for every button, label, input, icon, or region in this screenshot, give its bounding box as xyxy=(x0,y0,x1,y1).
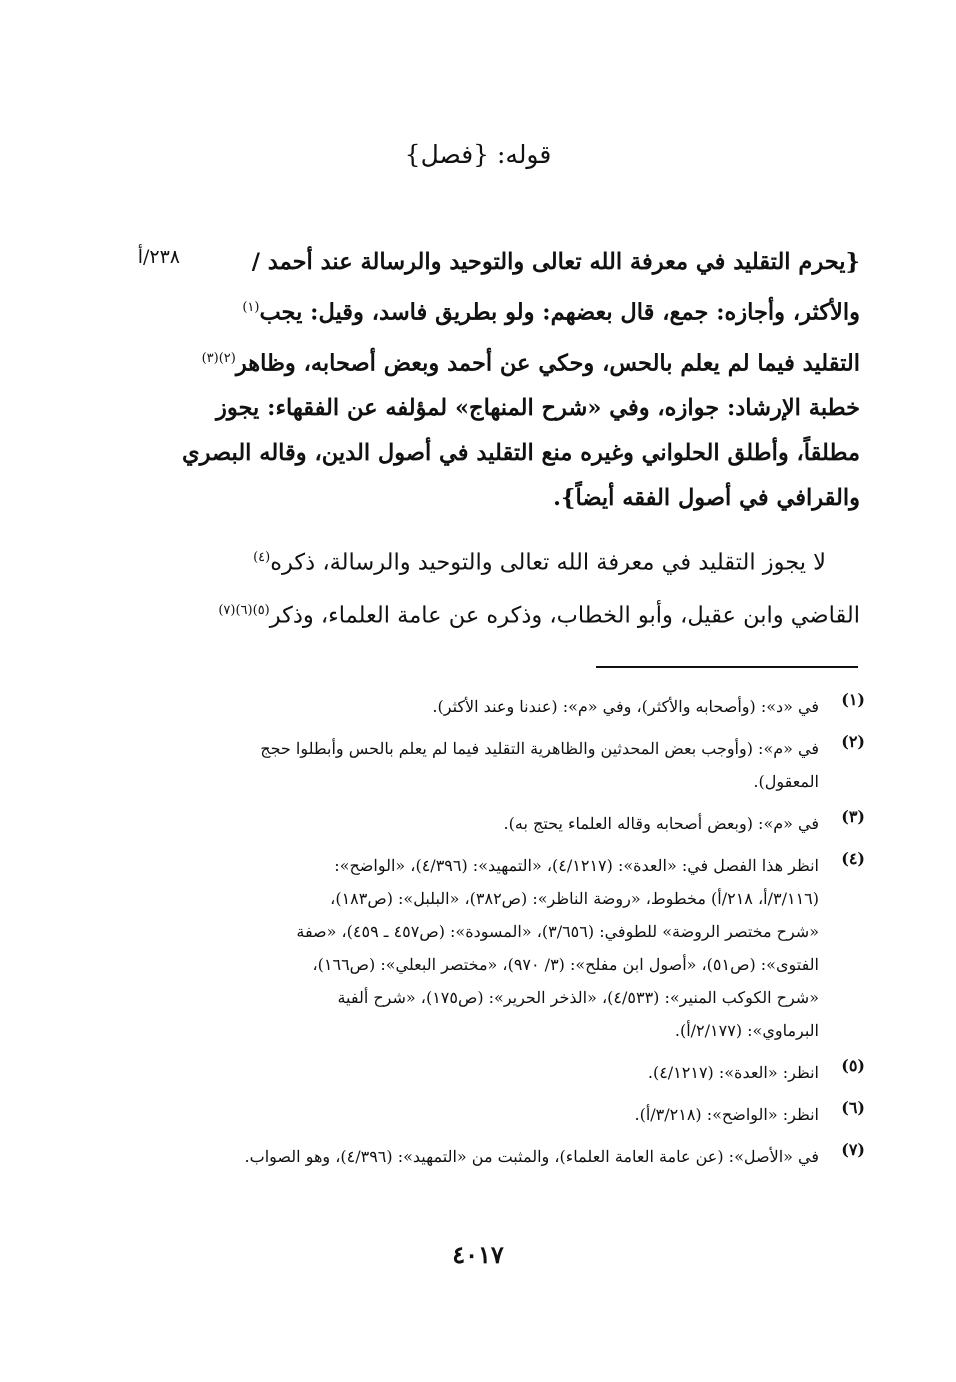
footnote-text: «شرح مختصر الروضة» للطوفي: (٣/٦٥٦)، «المسودة»: (ص٤٥٧ ـ ٤٥٩)، «صفة xyxy=(296,922,819,941)
manuscript-folio-note: ٢٣٨/أ xyxy=(137,246,180,268)
footnote-text: الفتوى»: (ص٥١)، «أصول ابن مفلح»: (٣/ ٩٧٠)، «مختصر البعلي»: (ص١٦٦)، xyxy=(312,955,819,974)
footnote-separator xyxy=(596,666,858,668)
footnote-text: المعقول). xyxy=(753,772,819,791)
footnote-number: (٤) xyxy=(841,849,865,868)
footnote-item xyxy=(160,1140,865,1173)
footnote-item xyxy=(160,1056,865,1089)
text-line: القاضي وابن عقيل، وأبو الخطاب، وذكره عن عامة العلماء، وذكر$^{(٥)(٦)(٧)}$ xyxy=(218,602,860,628)
page-number: ٤٠١٧ xyxy=(452,1240,504,1269)
footnote-text: انظر هذا الفصل في: «العدة»: (٤/١٢١٧)، «التمهيد»: (٤/٣٩٦)، «الواضح»: xyxy=(334,856,819,875)
footnote-text: انظر: «العدة»: (٤/١٢١٧). xyxy=(647,1063,819,1082)
footnote-number: (٧) xyxy=(841,1140,865,1159)
text-line: خطبة الإرشاد: جوازه، وفي «شرح المنهاج» لمؤلفه عن الفقهاء: يجوز xyxy=(216,395,860,421)
footnote-ref: (٥) xyxy=(252,602,270,618)
footnote-text: (٣/١١٦/أ، ٢١٨/أ) مخطوط، «روضة الناظر»: (ص٣٨٢)، «البلبل»: (ص١٨٣)، xyxy=(330,889,819,908)
footnote-item xyxy=(160,732,865,798)
footnote-number: (٦) xyxy=(841,1098,865,1117)
footnote-text: انظر: «الواضح»: (٣/٢١٨/أ). xyxy=(634,1105,819,1124)
footnote-item xyxy=(160,1098,865,1131)
footnote-number: (١) xyxy=(841,690,865,709)
footnote-ref: (١) xyxy=(242,300,260,315)
commentary-paragraph xyxy=(160,534,860,639)
footnote-item xyxy=(160,849,865,1047)
footnote-ref: (٤) xyxy=(253,550,271,565)
footnote-number: (٥) xyxy=(841,1056,865,1075)
text-line: {يحرم التقليد في معرفة الله تعالى والتوحيد والرسالة عند أحمد / xyxy=(251,249,860,275)
quoted-text-paragraph xyxy=(160,240,860,521)
text-line: لا يجوز التقليد في معرفة الله تعالى والتوحيد والرسالة، ذكره$^{(٤)}$ xyxy=(253,549,826,576)
footnote-ref: (٢) xyxy=(218,350,236,366)
footnote-number: (٣) xyxy=(841,807,865,826)
text-line: والقرافي في أصول الفقه أيضاً}. xyxy=(553,485,860,511)
footnote-text: في «م»: (وأوجب بعض المحدثين والظاهرية التقليد فيما لم يعلم بالحس وأبطلوا حجج xyxy=(260,739,819,758)
footnote-text: في «الأصل»: (عن عامة العامة العلماء)، والمثبت من «التمهيد»: (٤/٣٩٦)، وهو الصواب. xyxy=(244,1147,819,1166)
footnote-text: في «د»: (وأصحابه والأكثر)، وفي «م»: (عندنا وعند الأكثر). xyxy=(432,697,819,716)
footnote-item xyxy=(160,690,865,723)
footnote-text: البرماوي»: (٢/١٧٧/أ). xyxy=(674,1021,819,1040)
text-line: مطلقاً، وأطلق الحلواني وغيره منع التقليد في أصول الدين، وقاله البصري xyxy=(182,440,860,466)
footnote-ref: (٣) xyxy=(201,350,219,366)
footnote-text: في «م»: (وبعض أصحابه وقاله العلماء يحتج به). xyxy=(503,814,819,833)
footnote-ref: (٧) xyxy=(218,602,236,618)
footnote-text: «شرح الكوكب المنير»: (٤/٥٣٣)، «الذخر الحرير»: (ص١٧٥)، «شرح ألفية xyxy=(337,988,819,1007)
footnote-item xyxy=(160,807,865,840)
footnote-ref: (٦) xyxy=(235,602,253,618)
footnote-number: (٢) xyxy=(841,732,865,751)
section-heading: قوله: {فصل} xyxy=(404,140,552,169)
footnotes-section xyxy=(160,690,865,1182)
text-line: التقليد فيما لم يعلم بالحس، وحكي عن أحمد وبعض أصحابه، وظاهر$^{(٢)(٣)}$ xyxy=(201,350,860,376)
text-line: والأكثر، وأجازه: جمع، قال بعضهم: ولو بطريق فاسد، وقيل: يجب$^{(١)}$ xyxy=(242,299,860,326)
